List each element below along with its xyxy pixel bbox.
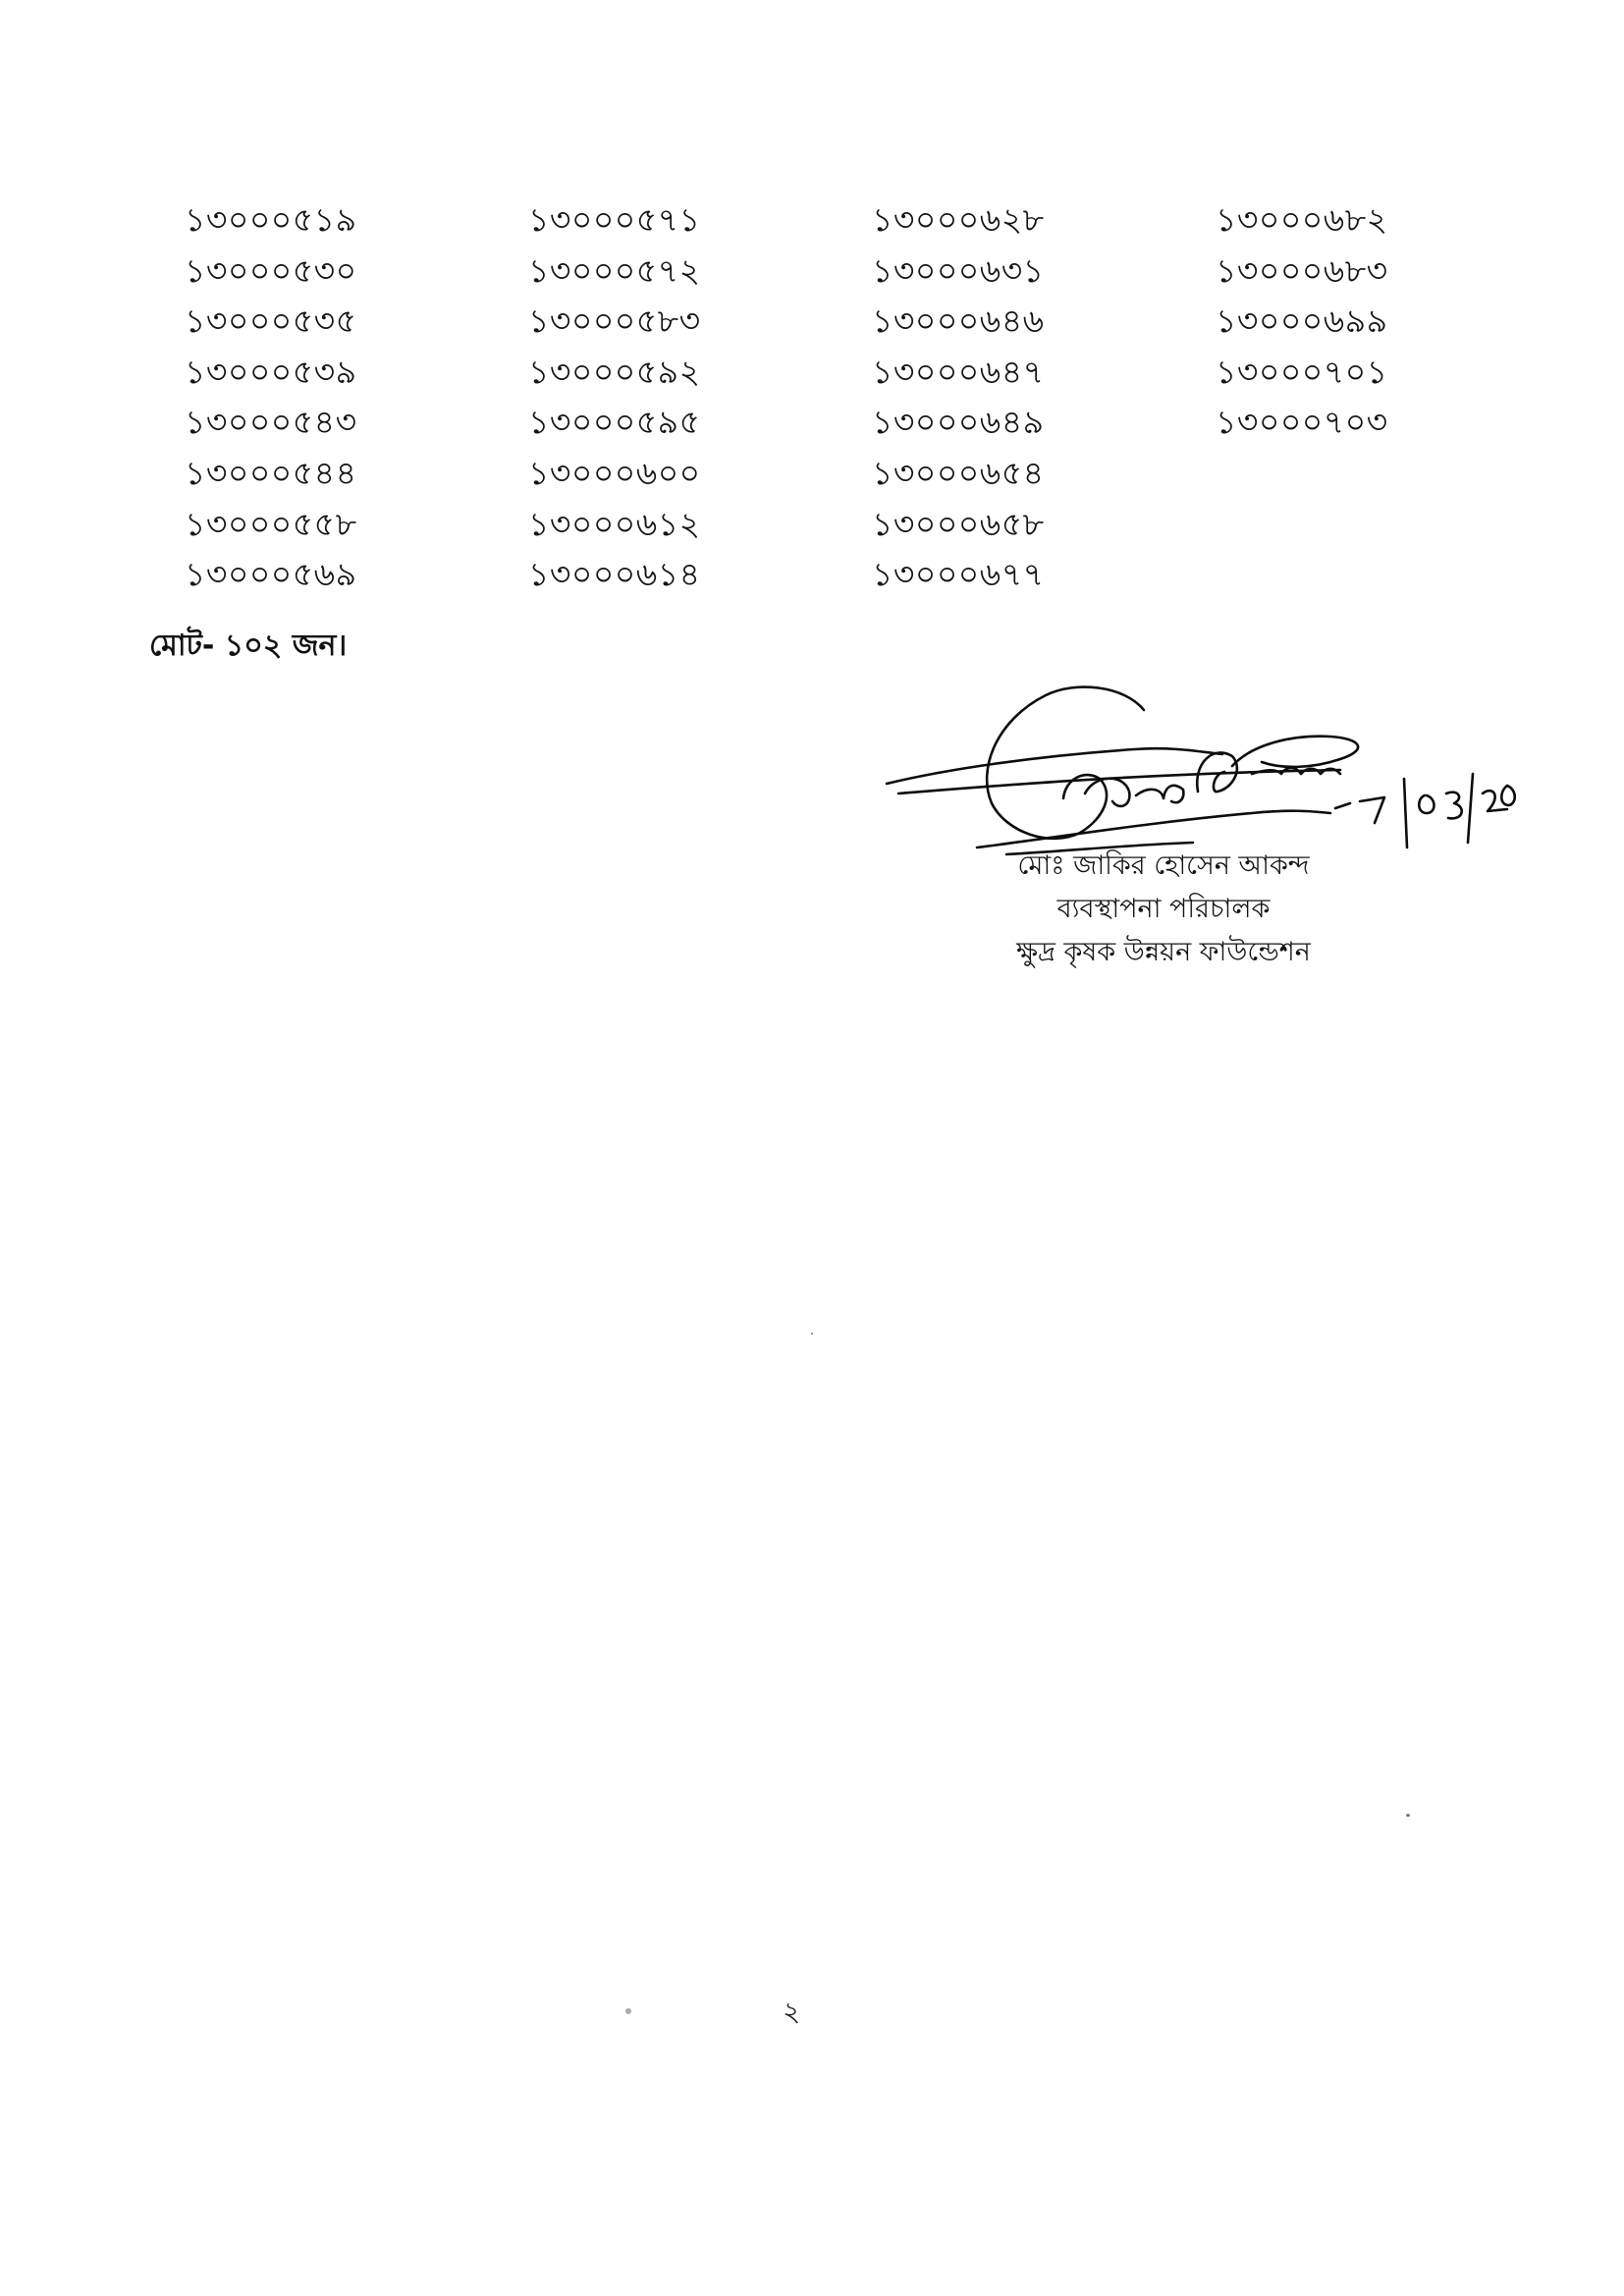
roll-number: ১৩০০০৫৬৯ <box>185 555 357 594</box>
roll-number: ১৩০০০৫৪৩ <box>185 403 357 442</box>
signatory-name: মোঃ জাকির হোসেন আকন্দ <box>1017 850 1310 881</box>
roll-number: ১৩০০০৭০৩ <box>1216 403 1388 442</box>
roll-number: ১৩০০০৫৭২ <box>528 250 701 290</box>
scan-speck <box>1406 1814 1410 1817</box>
handwritten-signature <box>879 676 1517 872</box>
roll-number: ১৩০০০৬৩১ <box>872 250 1045 290</box>
roll-number: ১৩০০০৫৯৫ <box>528 403 701 442</box>
roll-number: ১৩০০০৬১৪ <box>528 555 701 594</box>
signatory-organization: ক্ষুদ্র কৃষক উন্নয়ন ফাউন্ডেশন <box>1016 937 1311 967</box>
roll-number: ১৩০০০৫৩৫ <box>185 301 357 341</box>
roll-number: ১৩০০০৬৮৩ <box>1216 250 1388 290</box>
total-count: মোট- ১০২ জন। <box>149 629 348 663</box>
signatory-designation: ব্যবস্থাপনা পরিচালক <box>1056 894 1271 924</box>
roll-number: ১৩০০০৬৭৭ <box>872 555 1045 594</box>
roll-number: ১৩০০০৫৪৪ <box>185 453 357 492</box>
roll-number: ১৩০০০৬৫৮ <box>872 504 1045 543</box>
roll-number: ১৩০০০৬৪৬ <box>872 301 1045 341</box>
scan-speck <box>625 2008 631 2014</box>
roll-number: ১৩০০০৬৫৪ <box>872 453 1045 492</box>
roll-number: ১৩০০০৫৫৮ <box>185 504 357 543</box>
roll-number: ১৩০০০৬৪৯ <box>872 403 1045 442</box>
roll-number: ১৩০০০৫৭১ <box>528 200 701 239</box>
roll-number: ১৩০০০৬০০ <box>528 453 701 492</box>
roll-number: ১৩০০০৬৯৯ <box>1216 301 1388 341</box>
roll-number: ১৩০০০৫১৯ <box>185 200 357 239</box>
roll-number: ১৩০০০৫৩৯ <box>185 352 357 391</box>
roll-number: ১৩০০০৫৯২ <box>528 352 701 391</box>
roll-number: ১৩০০০৬২৮ <box>872 200 1045 239</box>
roll-number: ১৩০০০৫৩০ <box>185 250 357 290</box>
roll-number: ১৩০০০৫৮৩ <box>528 301 701 341</box>
scan-speck <box>811 1333 813 1335</box>
page-number: ২ <box>783 1995 801 2028</box>
signatory-block <box>943 845 1384 974</box>
roll-number: ১৩০০০৬১২ <box>528 504 701 543</box>
roll-number-list <box>167 194 1443 600</box>
roll-number: ১৩০০০৬৪৭ <box>872 352 1045 391</box>
roll-number: ১৩০০০৭০১ <box>1216 352 1388 391</box>
roll-number: ১৩০০০৬৮২ <box>1216 200 1388 239</box>
